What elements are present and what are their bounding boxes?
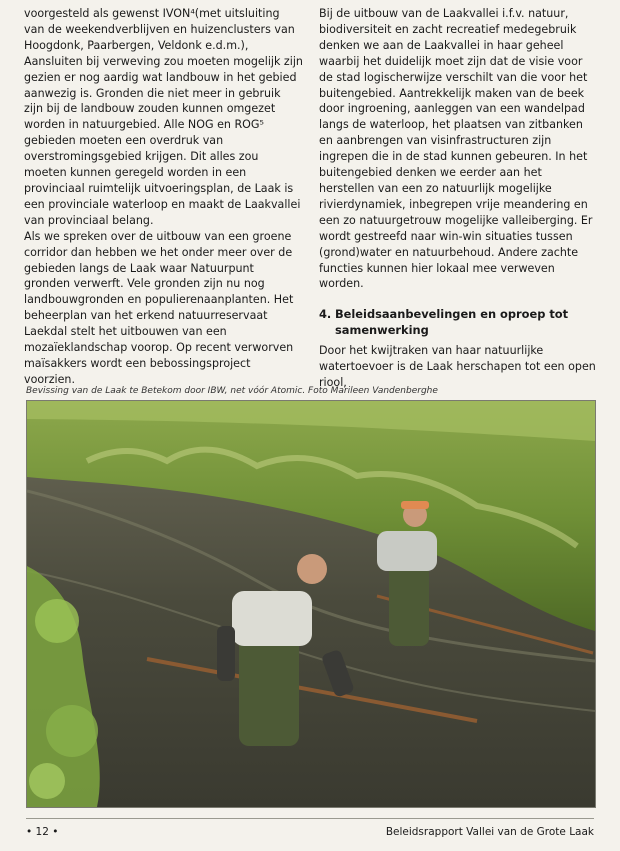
footer-divider bbox=[26, 818, 594, 819]
section-title: Beleidsaanbevelingen en oproep tot samenwerking bbox=[335, 307, 569, 338]
left-paragraph-1: voorgesteld als gewenst IVON⁴(met uitsluiting van de weekendverblijven en huizenclusters van Hoogdonk, Paarbergen, Veldonk e.d.m.), Aansluiten bij verweving zou moeten mogelijk zijn gezien er nog aardig wat landbouw in het gebied aanwezig is. Gronden die niet meer in gebruik zijn bij de landbouw zouden kunnen omgezet worden in natuurgebied. Alle NOG en ROG⁵ gebieden moeten een overdruk van overstromingsgebied krijgen. Dit alles zou moeten kunnen geregeld worden in een provinciaal ruimtelijk uitvoeringsplan, de Laak is een provinciale waterloop en maakt de Laakvallei van provinciaal belang. bbox=[24, 7, 303, 227]
footer-title: Beleidsrapport Vallei van de Grote Laak bbox=[385, 826, 594, 838]
section-heading bbox=[319, 307, 598, 339]
right-paragraph-1: Bij de uitbouw van de Laakvallei i.f.v. natuur, biodiversiteit en zacht recreatief medegebruik denken we aan de Laakvallei in haar geheel waarbij het duidelijk moet zijn dat de visie voor de stad logischerwijze verschilt van die voor het buitengebied. Aantrekkelijk maken van de beek door ingroening, aanleggen van een wandelpad langs de waterloop, het plaatsen van zitbanken en aanbrengen van visinfrastructuren zijn ingrepen die in de stad kunnen gebeuren. In het buitengebied denken we eerder aan het herstellen van een zo natuurlijk mogelijke rivierdynamiek, inbegrepen vrije meandering en een zo natuurgetrouw mogelijke valleiberging. Er wordt gestreefd naar win-win situaties tussen (grond)water en natuurbehoud. Andere zachte functies kunnen hier lokaal mee verweven worden. bbox=[319, 7, 593, 291]
right-column bbox=[319, 6, 598, 391]
river-fishing-photo bbox=[26, 400, 596, 808]
text-columns bbox=[24, 6, 598, 391]
page-number: • 12 • bbox=[26, 826, 59, 838]
left-paragraph-2: Als we spreken over de uitbouw van een groene corridor dan hebben we het onder meer over de gebieden langs de Laak waar Natuurpunt gronden verwerft. Vele gronden zijn nu nog landbouwgronden en populierenaanplanten. Het beheerplan van het erkend natuurreservaat Laekdal stelt het uitbouwen van een mozaïeklandschap voorop. Op recent verworven maïsakkers wordt een bebossingsproject voorzien. bbox=[24, 229, 294, 386]
photo-caption: Bevissing van de Laak te Betekom door IBW, net vóór Atomic. Foto Marileen Vandenberghe bbox=[26, 386, 438, 396]
left-column bbox=[24, 6, 303, 391]
right-paragraph-2: Door het kwijtraken van haar natuurlijke watertoevoer is de Laak herschapen tot een open riool, bbox=[319, 344, 596, 389]
section-number: 4. bbox=[319, 307, 332, 322]
